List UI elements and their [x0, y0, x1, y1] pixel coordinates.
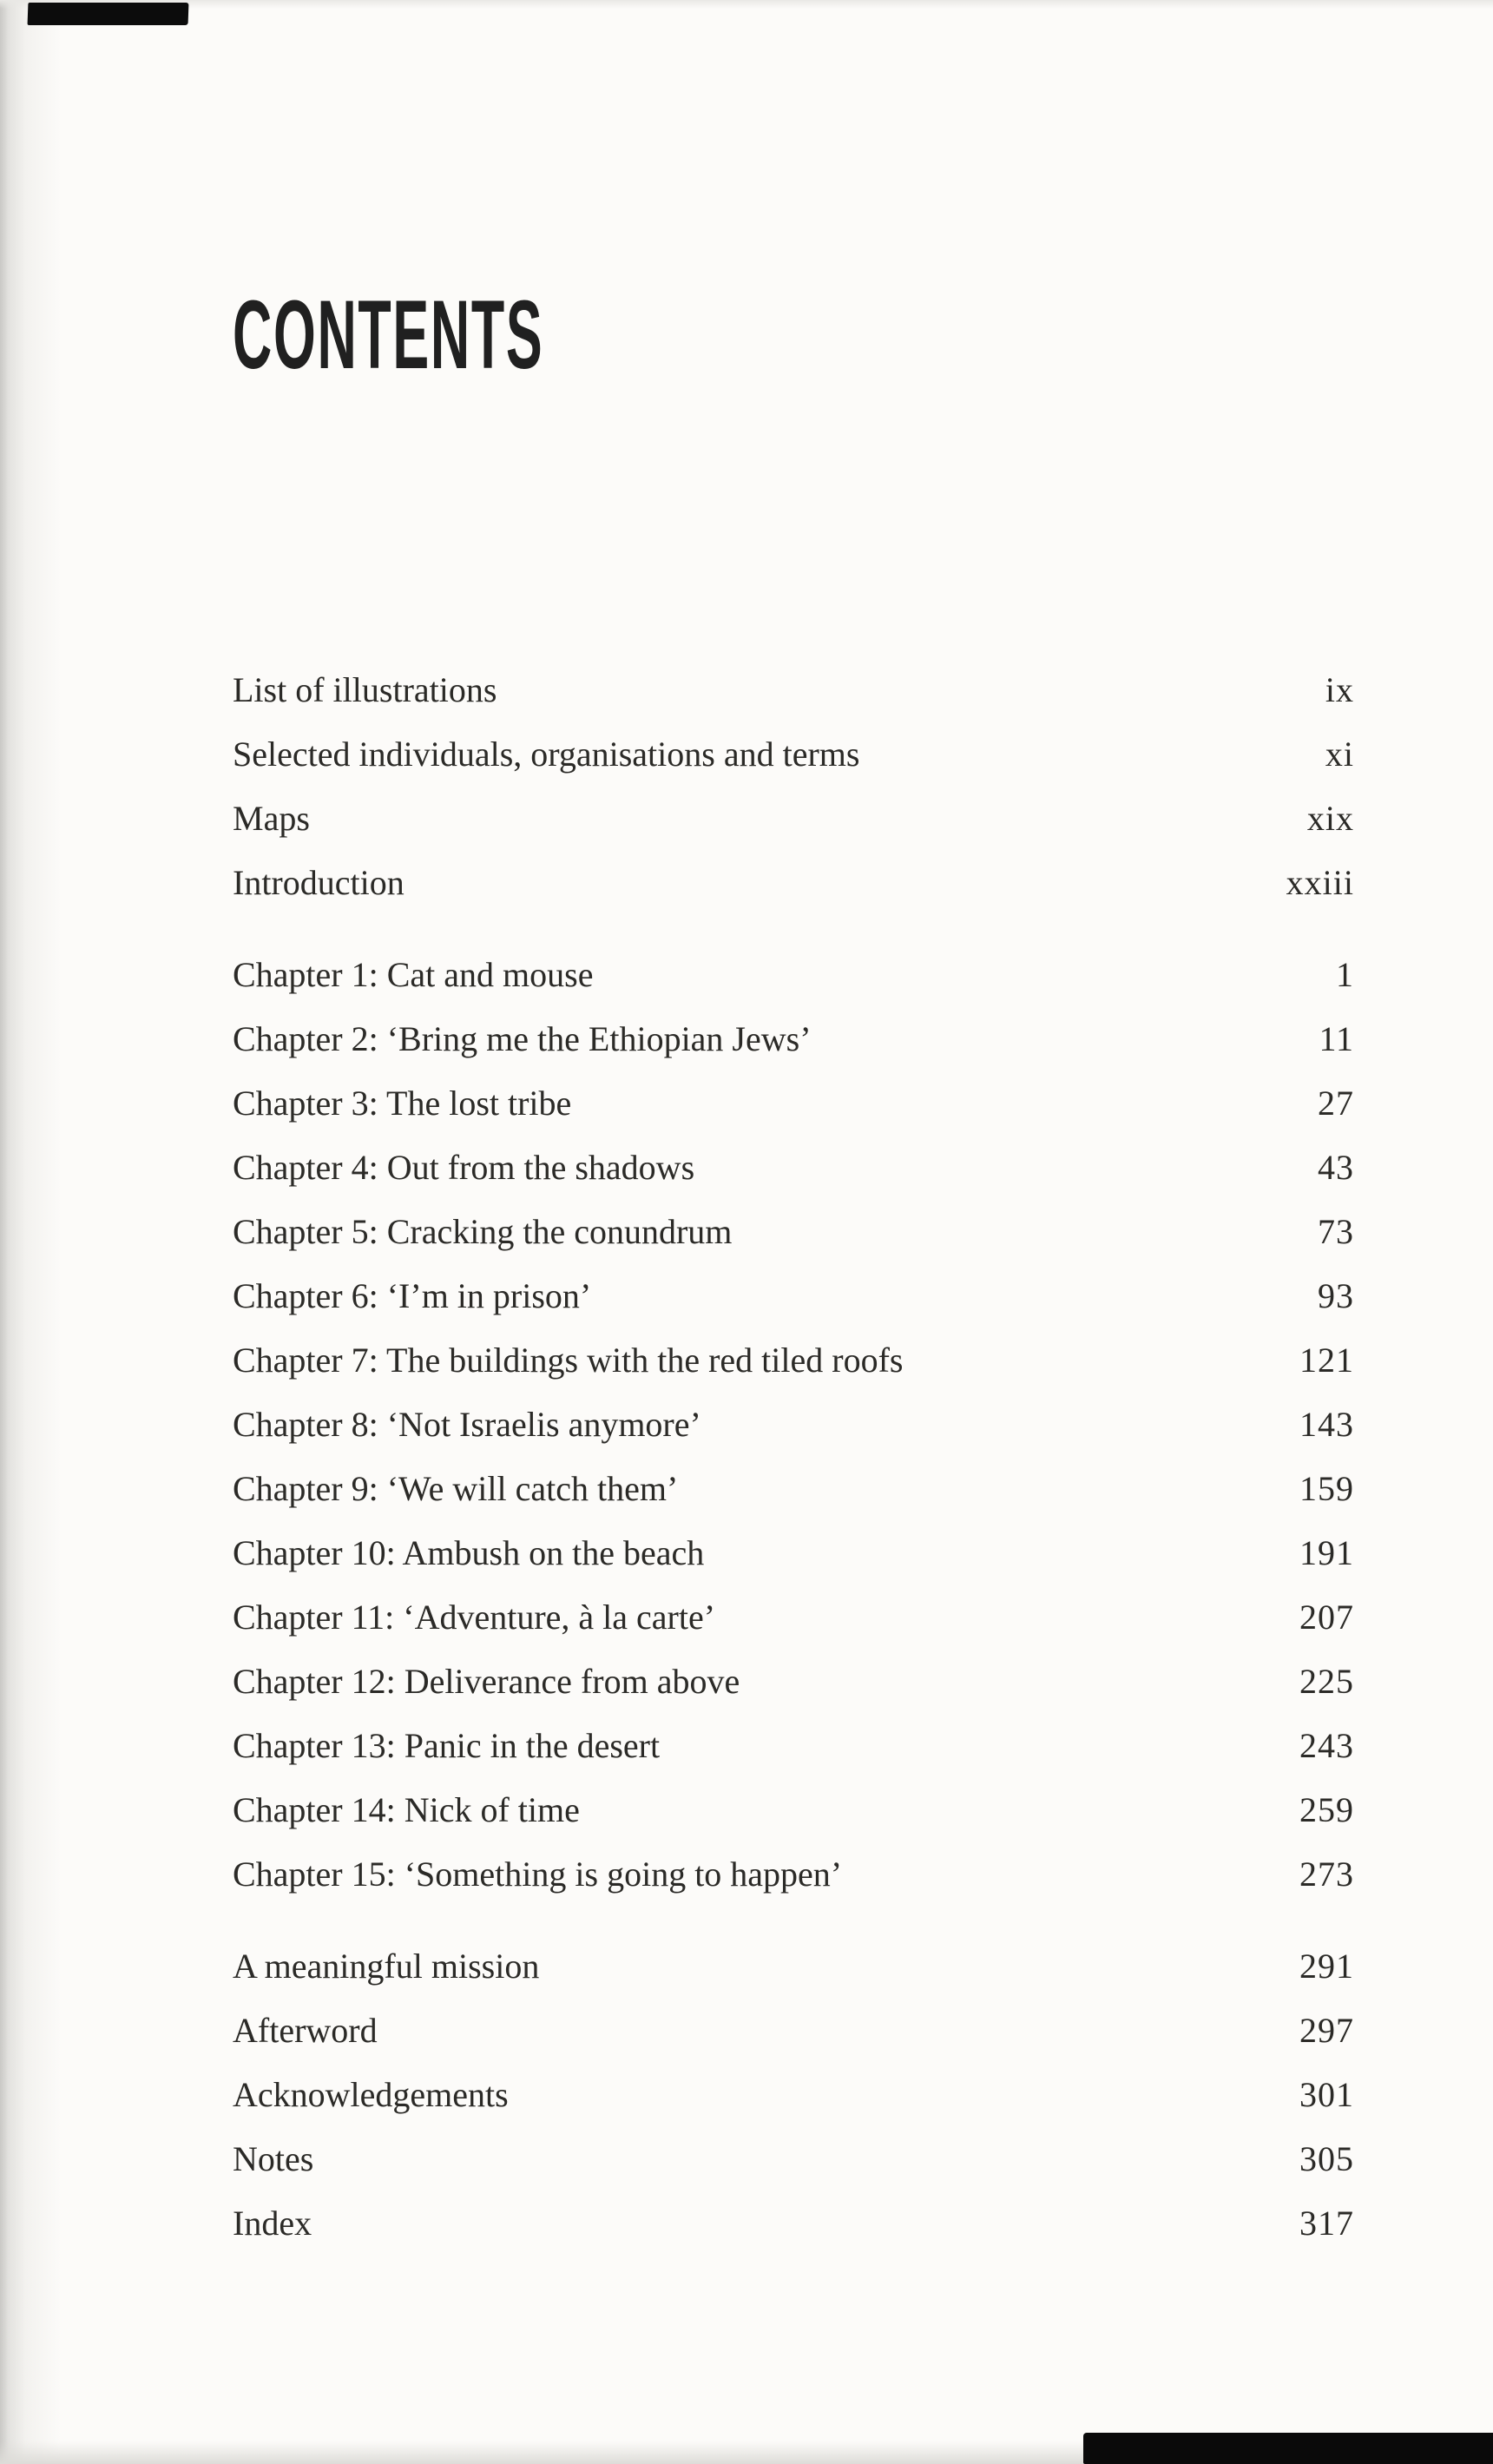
toc-entry-label: Chapter 10: Ambush on the beach	[233, 1533, 705, 1572]
toc-entry	[233, 1200, 1354, 1264]
toc-entry-label: Chapter 8: ‘Not Israelis anymore’	[233, 1405, 701, 1444]
toc-entry-page: 259	[1299, 1790, 1354, 1829]
toc-entry-label: Chapter 13: Panic in the desert	[233, 1726, 661, 1765]
toc-entry-label: Chapter 2: ‘Bring me the Ethiopian Jews’	[233, 1019, 812, 1058]
toc-entry-label: Chapter 15: ‘Something is going to happen’	[233, 1855, 843, 1894]
toc-entry-label: Chapter 3: The lost tribe	[233, 1084, 572, 1123]
toc-entry-page: 11	[1319, 1019, 1354, 1058]
scan-artifact-bottom-right	[1083, 2433, 1493, 2464]
toc-entry-page: 291	[1299, 1947, 1354, 1986]
toc-entry-label: Chapter 4: Out from the shadows	[233, 1148, 695, 1187]
toc-entry	[233, 1585, 1354, 1650]
toc-entry-label: Chapter 6: ‘I’m in prison’	[233, 1276, 592, 1315]
toc-entry-page: 273	[1299, 1855, 1354, 1894]
toc-entry-page: xix	[1306, 799, 1354, 838]
toc-entry	[233, 943, 1354, 1007]
toc-entry-label: Chapter 5: Cracking the conundrum	[233, 1212, 733, 1251]
toc-entry	[233, 1842, 1354, 1907]
toc-entry-label: Selected individuals, organisations and terms	[233, 735, 860, 774]
toc-entry-label: Index	[233, 2204, 312, 2243]
toc-entry-page: xxiii	[1286, 863, 1354, 902]
toc-entry-page: 225	[1299, 1662, 1354, 1701]
toc-entry-page: 1	[1336, 955, 1354, 994]
toc-entry	[233, 1264, 1354, 1328]
toc-entry	[233, 1778, 1354, 1842]
chapter-list	[233, 943, 1354, 1907]
toc-entry	[233, 1007, 1354, 1071]
toc-entry	[233, 1393, 1354, 1457]
toc-entry-page: 317	[1299, 2204, 1354, 2243]
toc-entry-label: Acknowledgements	[233, 2075, 509, 2114]
toc-entry	[233, 658, 1354, 722]
toc-entry-label: Chapter 11: ‘Adventure, à la carte’	[233, 1598, 716, 1637]
toc-entry-label: Introduction	[233, 863, 404, 902]
toc-entry	[233, 1136, 1354, 1200]
scan-artifact-top-left	[28, 3, 189, 25]
toc-entry	[233, 1714, 1354, 1778]
page-title: CONTENTS	[233, 280, 544, 389]
toc-entry-label: Chapter 14: Nick of time	[233, 1790, 580, 1829]
table-of-contents	[233, 658, 1354, 2256]
toc-entry-label: Afterword	[233, 2011, 378, 2050]
toc-entry	[233, 2127, 1354, 2191]
toc-entry-page: 297	[1299, 2011, 1354, 2050]
toc-entry-label: Notes	[233, 2139, 314, 2178]
toc-entry	[233, 1934, 1354, 1999]
toc-entry	[233, 851, 1354, 915]
front-matter-list	[233, 658, 1354, 915]
toc-entry-page: 73	[1318, 1212, 1354, 1251]
toc-entry-label: Chapter 9: ‘We will catch them’	[233, 1469, 679, 1508]
toc-entry	[233, 1999, 1354, 2063]
toc-entry	[233, 2191, 1354, 2256]
toc-entry-page: 191	[1299, 1533, 1354, 1572]
toc-entry-label: List of illustrations	[233, 670, 497, 709]
toc-entry	[233, 1071, 1354, 1136]
toc-entry-label: Chapter 12: Deliverance from above	[233, 1662, 740, 1701]
toc-entry-page: 207	[1299, 1598, 1354, 1637]
toc-entry	[233, 1457, 1354, 1521]
toc-entry-page: ix	[1325, 670, 1354, 709]
toc-entry-page: 301	[1299, 2075, 1354, 2114]
toc-entry-page: 43	[1318, 1148, 1354, 1187]
toc-entry-label: Chapter 1: Cat and mouse	[233, 955, 594, 994]
toc-entry-page: 121	[1299, 1341, 1354, 1380]
page-edge-shadow-left	[0, 0, 61, 2464]
toc-entry	[233, 1650, 1354, 1714]
toc-entry-label: Maps	[233, 799, 310, 838]
toc-entry-page: 243	[1299, 1726, 1354, 1765]
toc-entry	[233, 1521, 1354, 1585]
page-edge-shadow-top	[0, 0, 1493, 9]
toc-entry-label: Chapter 7: The buildings with the red tiled roofs	[233, 1341, 904, 1380]
toc-entry-page: 93	[1318, 1276, 1354, 1315]
toc-entry	[233, 1328, 1354, 1393]
toc-entry-page: 27	[1318, 1084, 1354, 1123]
toc-entry	[233, 722, 1354, 787]
toc-entry-page: 159	[1299, 1469, 1354, 1508]
toc-entry-label: A meaningful mission	[233, 1947, 540, 1986]
toc-entry	[233, 2063, 1354, 2127]
toc-entry-page: 305	[1299, 2139, 1354, 2178]
back-matter-list	[233, 1934, 1354, 2256]
toc-entry-page: 143	[1299, 1405, 1354, 1444]
toc-entry-page: xi	[1325, 735, 1354, 774]
toc-entry	[233, 787, 1354, 851]
